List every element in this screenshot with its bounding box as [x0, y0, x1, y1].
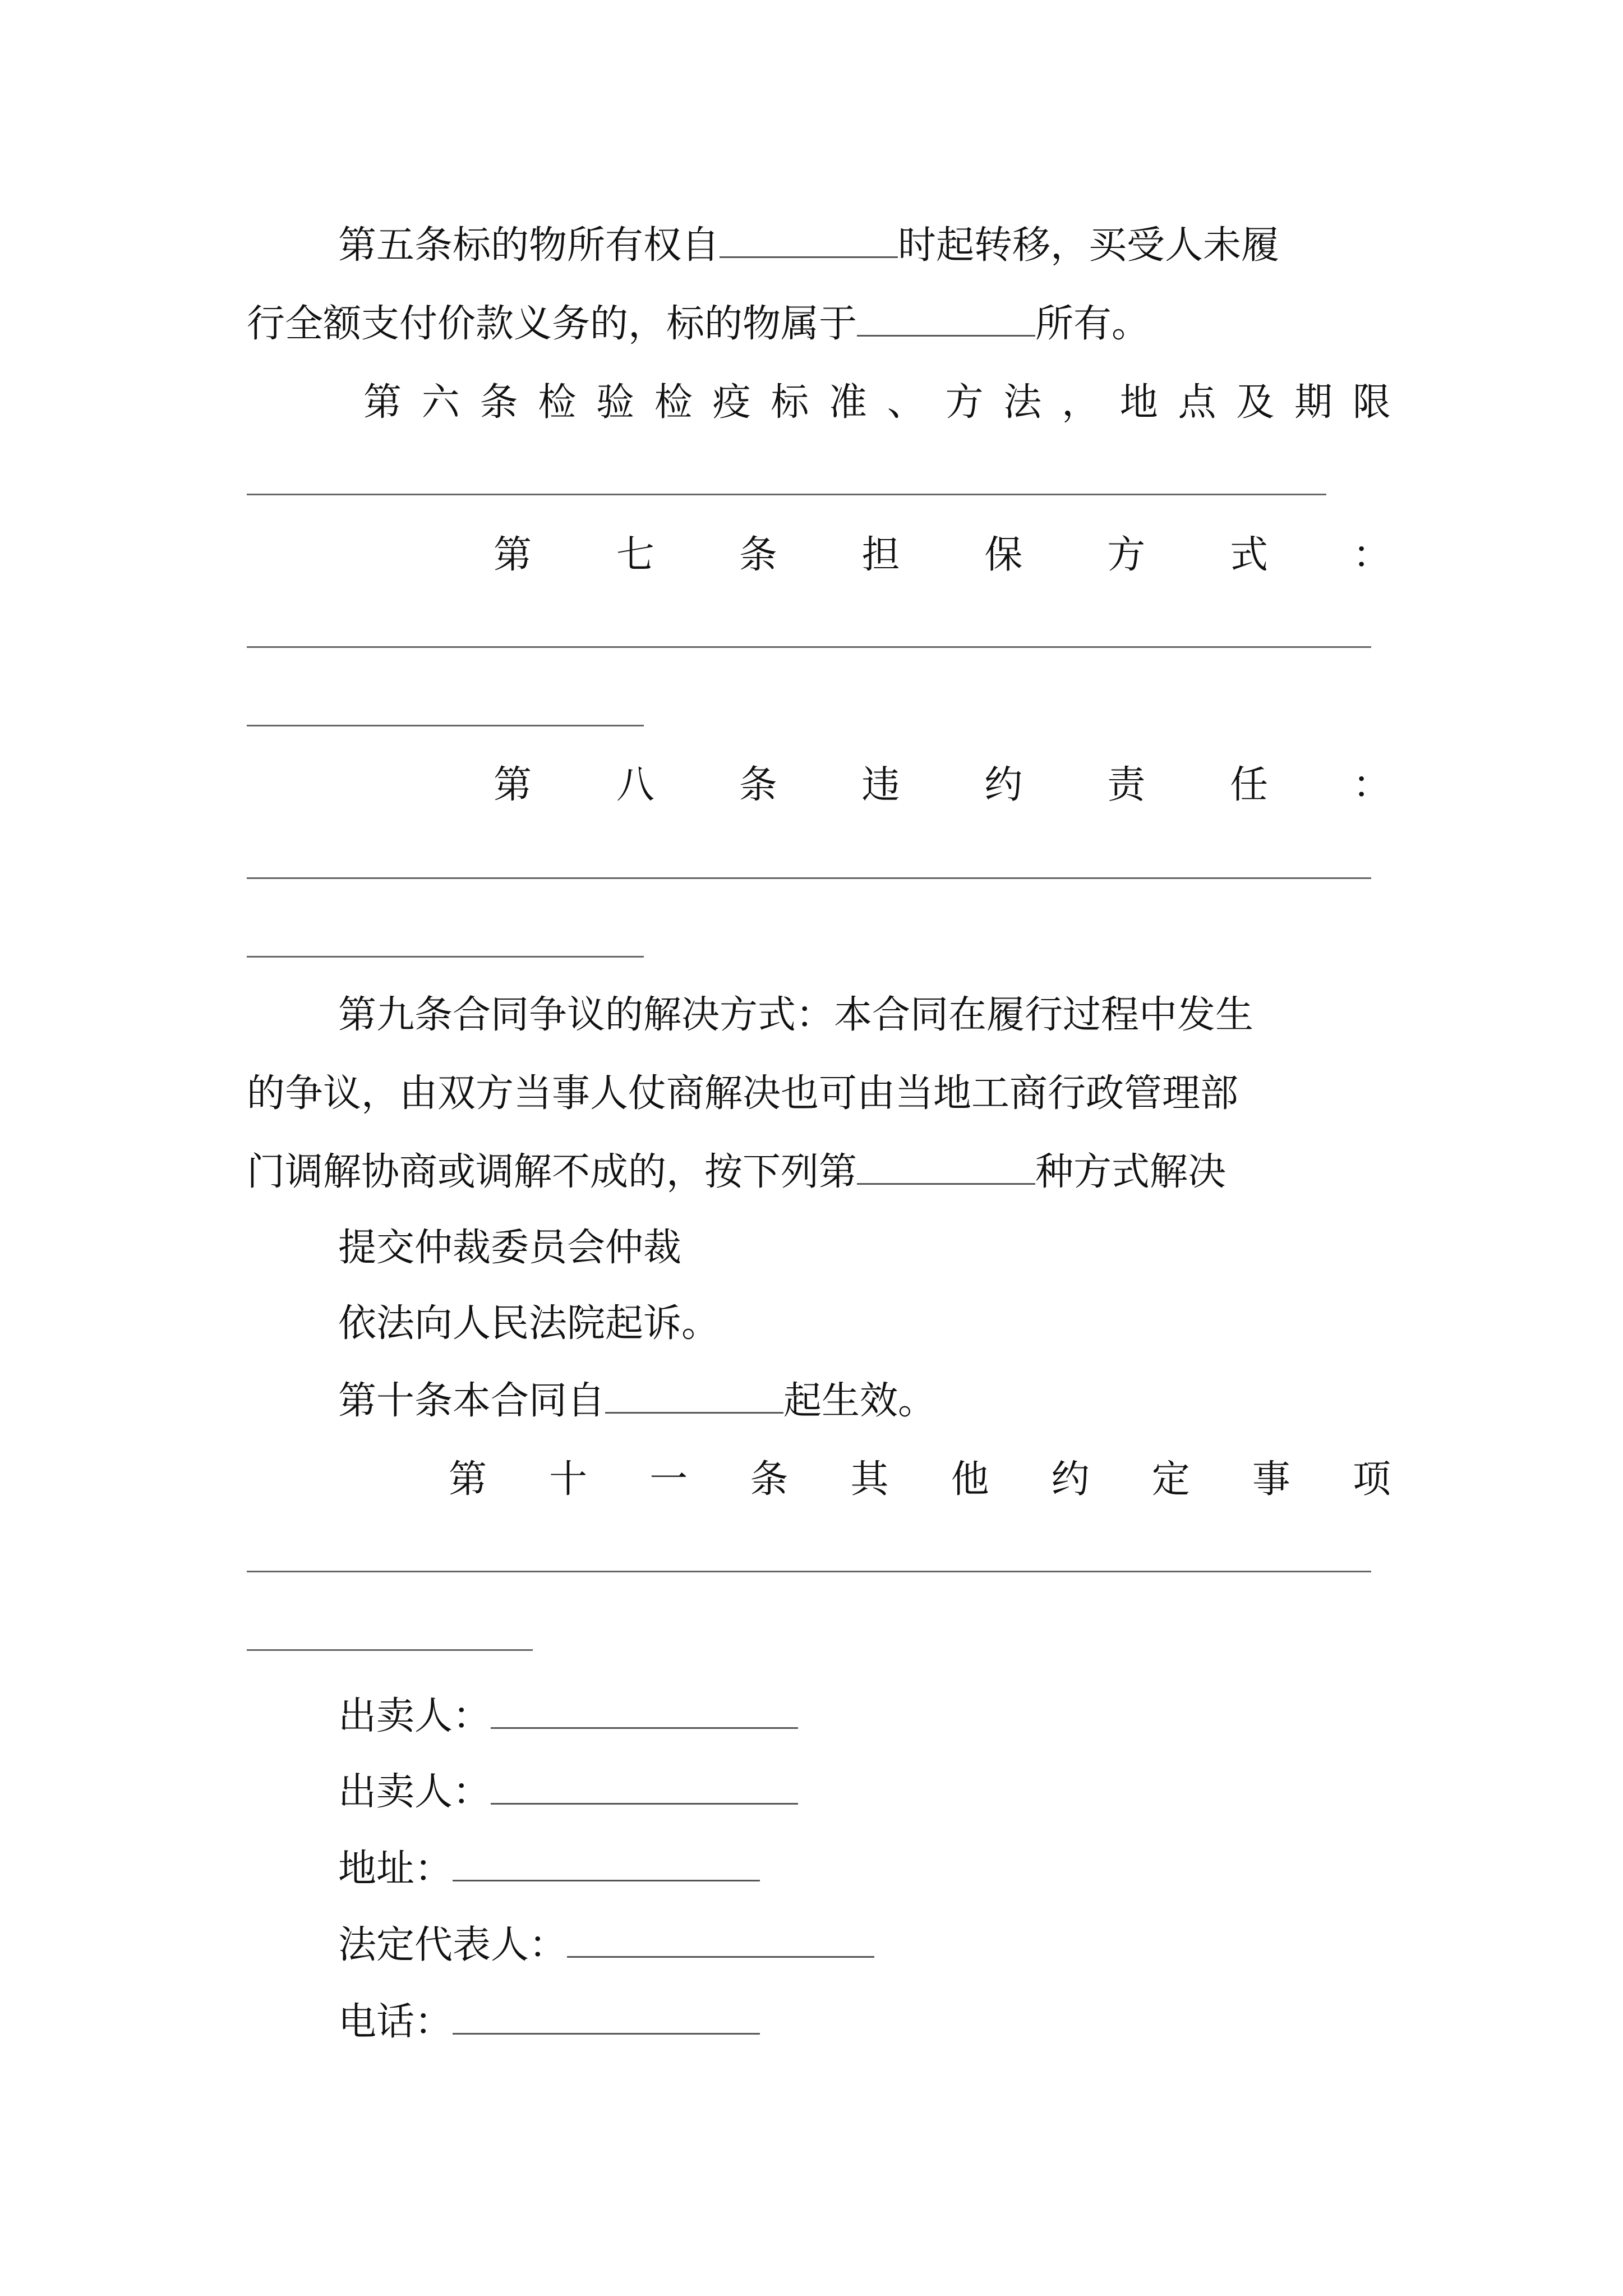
article-9-line-1: 第九条合同争议的解决方式：本合同在履行过程中发生: [338, 993, 1254, 1037]
heading-char: 地: [1119, 380, 1158, 425]
address-row: 地址：: [338, 1841, 1391, 1897]
article-9-option-1: 提交仲裁委员会仲裁: [338, 1226, 682, 1270]
heading-char: ：: [1352, 533, 1391, 577]
phone-field: [453, 1996, 760, 2035]
heading-char: 第: [494, 763, 532, 807]
heading-char: 条: [479, 380, 518, 425]
address-field: [453, 1843, 760, 1881]
heading-char: 第: [363, 380, 402, 425]
article-8-heading: [494, 757, 1391, 813]
heading-char: 条: [739, 533, 777, 577]
heading-char: 项: [1352, 1457, 1391, 1502]
heading-char: 约: [984, 763, 1023, 807]
heading-char: 违: [861, 763, 900, 807]
article-5-line-1: 第五条标的物所有权自 时起转移，买受人未履: [338, 218, 1391, 274]
heading-char: 检: [654, 380, 693, 425]
heading-char: 检: [538, 380, 577, 425]
seller-2-row: 出卖人：: [338, 1764, 1391, 1820]
article-5-line-2: 行全额支付价款义务的，标的物属于 所有。: [247, 296, 1391, 352]
heading-char: 验: [596, 380, 635, 425]
blank-field: [857, 1146, 1035, 1185]
fill-line: [247, 1649, 533, 1651]
heading-char: ，: [1062, 380, 1100, 425]
heading-char: 八: [616, 763, 654, 807]
heading-char: 责: [1107, 763, 1146, 807]
fill-line: [247, 494, 1326, 495]
seller-1-field: [491, 1690, 798, 1729]
article-9-option-2: 依法向人民法院起诉。: [338, 1301, 720, 1346]
heading-char: 六: [421, 380, 460, 425]
heading-char: 定: [1151, 1457, 1190, 1502]
heading-char: 限: [1352, 380, 1391, 425]
heading-char: 期: [1294, 380, 1333, 425]
heading-char: 七: [616, 533, 654, 577]
heading-char: 、: [887, 380, 925, 425]
fill-line: [247, 725, 644, 726]
article-9-line-2: 的争议，由双方当事人仗商解决也可由当地工商行政管理部: [247, 1071, 1239, 1116]
heading-char: 条: [750, 1457, 789, 1502]
heading-char: 及: [1236, 380, 1275, 425]
heading-char: 约: [1051, 1457, 1090, 1502]
heading-char: 点: [1178, 380, 1216, 425]
article-10-line: 第十条本合同自 起生效。: [338, 1373, 1391, 1429]
heading-char: 保: [984, 533, 1023, 577]
fill-line: [247, 646, 1371, 648]
heading-char: 准: [829, 380, 868, 425]
heading-char: 第: [449, 1457, 487, 1502]
heading-char: ：: [1352, 763, 1391, 807]
article-6-heading: [363, 375, 1391, 431]
blank-field: [605, 1375, 783, 1414]
heading-char: 一: [649, 1457, 688, 1502]
heading-char: 式: [1230, 533, 1269, 577]
blank-field: [857, 298, 1035, 337]
article-7-heading: [494, 527, 1391, 583]
blank-field: [720, 219, 898, 258]
seller-2-field: [491, 1766, 798, 1805]
article-9-line-3: 门调解协商或调解不成的，按下列第 种方式解决: [247, 1144, 1391, 1200]
fill-line: [247, 877, 1371, 879]
heading-char: 方: [945, 380, 984, 425]
heading-char: 法: [1003, 380, 1042, 425]
article-11-heading: [449, 1452, 1391, 1508]
heading-char: 事: [1252, 1457, 1290, 1502]
fill-line: [247, 956, 644, 958]
heading-char: 他: [951, 1457, 989, 1502]
heading-char: 任: [1230, 763, 1269, 807]
fill-line: [247, 1571, 1371, 1572]
phone-row: 电话：: [338, 1994, 1391, 2050]
seller-1-row: 出卖人：: [338, 1688, 1391, 1745]
heading-char: 第: [494, 533, 532, 577]
legal-rep-field: [567, 1919, 874, 1958]
heading-char: 条: [739, 763, 777, 807]
heading-char: 疫: [712, 380, 751, 425]
heading-char: 标: [771, 380, 809, 425]
heading-char: 方: [1107, 533, 1146, 577]
heading-char: 其: [850, 1457, 889, 1502]
heading-char: 担: [861, 533, 900, 577]
legal-rep-row: 法定代表人：: [338, 1917, 1391, 1973]
heading-char: 十: [549, 1457, 588, 1502]
